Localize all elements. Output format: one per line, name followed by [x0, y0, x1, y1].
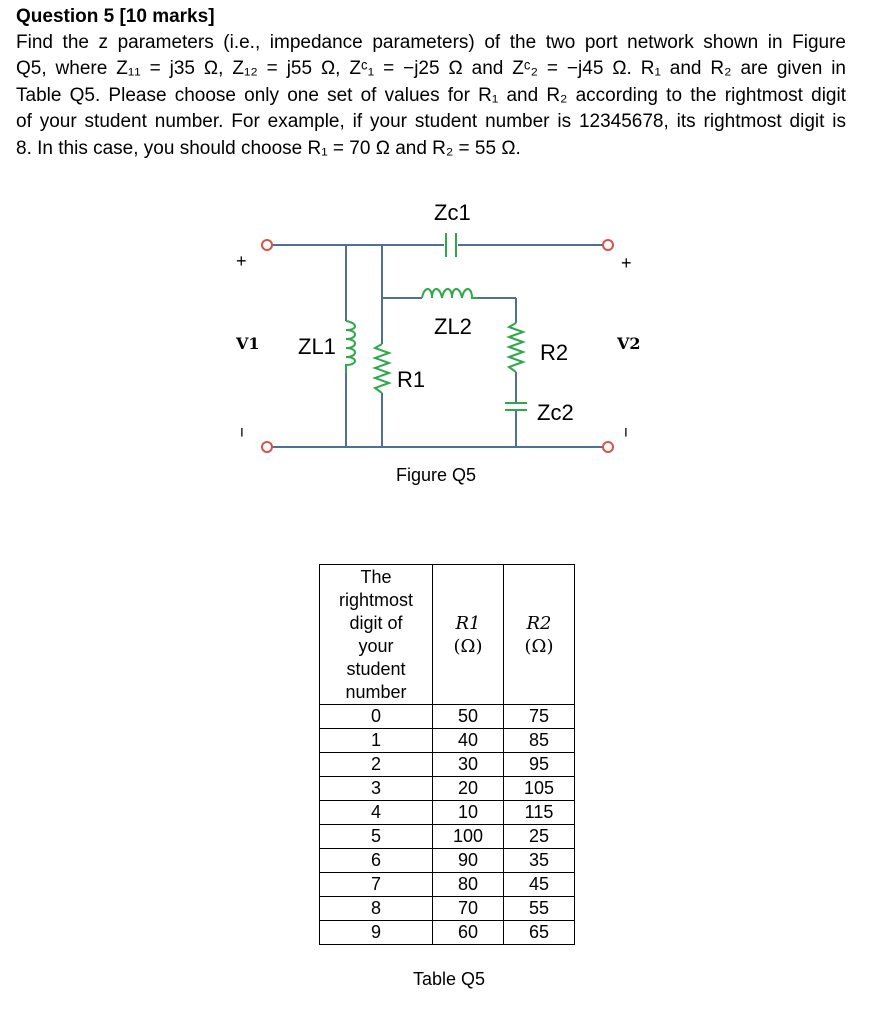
label-zc2: Zc2	[537, 400, 574, 425]
cell-r2: 35	[504, 849, 575, 873]
cell-r2: 95	[504, 753, 575, 777]
cell-digit: 3	[320, 777, 433, 801]
cell-digit: 6	[320, 849, 433, 873]
label-r1: R1	[397, 367, 426, 392]
question-text	[16, 30, 846, 162]
label-zl2: ZL2	[434, 314, 472, 339]
table-row	[320, 849, 575, 873]
table-row	[320, 753, 575, 777]
cell-digit: 8	[320, 897, 433, 921]
resistor-table	[319, 564, 575, 945]
label-r2: R2	[540, 340, 569, 365]
table-caption: Table Q5	[413, 969, 486, 989]
cell-r2: 105	[504, 777, 575, 801]
table-header-row	[320, 565, 575, 705]
table-row	[320, 705, 575, 729]
cell-r1: 20	[433, 777, 504, 801]
label-plus-right: +	[621, 253, 632, 273]
circuit-diagram	[0, 180, 881, 500]
cell-r1: 30	[433, 753, 504, 777]
cell-r1: 80	[433, 873, 504, 897]
label-v2: V2	[617, 334, 641, 353]
cell-r1: 40	[433, 729, 504, 753]
cell-r2: 45	[504, 873, 575, 897]
table-row	[320, 921, 575, 945]
cell-r2: 115	[504, 801, 575, 825]
table-row	[320, 777, 575, 801]
cell-r1: 100	[433, 825, 504, 849]
cell-digit: 9	[320, 921, 433, 945]
question-line-3: Table Q5. Please choose only one set of values for R₁ and R₂ according to the rightmost digit	[16, 84, 846, 106]
header-r2: R2 (Ω)	[504, 565, 575, 705]
question-line-4: of your student number. For example, if your student number is 12345678, its rightmost digit is	[16, 111, 846, 133]
cell-r1: 60	[433, 921, 504, 945]
header-r1: R1 (Ω)	[433, 565, 504, 705]
cell-digit: 1	[320, 729, 433, 753]
cell-r1: 10	[433, 801, 504, 825]
cell-r2: 65	[504, 921, 575, 945]
label-zc1: Zc1	[434, 200, 471, 225]
cell-digit: 4	[320, 801, 433, 825]
cell-digit: 2	[320, 753, 433, 777]
cell-r1: 50	[433, 705, 504, 729]
label-zl1: ZL1	[298, 334, 336, 359]
figure-caption: Figure Q5	[396, 465, 477, 485]
question-heading: Question 5 [10 marks]	[16, 6, 215, 27]
question-line-1: Find the z parameters (i.e., impedance parameters) of the two port network shown in Figure	[16, 32, 846, 53]
cell-r1: 70	[433, 897, 504, 921]
cell-r2: 55	[504, 897, 575, 921]
label-minus-right: −	[616, 427, 636, 438]
label-minus-left: −	[232, 427, 252, 438]
label-plus-left: +	[236, 251, 247, 271]
cell-r2: 75	[504, 705, 575, 729]
table-row	[320, 801, 575, 825]
label-v1: V1	[236, 334, 260, 353]
table-row	[320, 897, 575, 921]
cell-digit: 0	[320, 705, 433, 729]
cell-r2: 25	[504, 825, 575, 849]
table-row	[320, 825, 575, 849]
table-row	[320, 729, 575, 753]
question-line-5: 8. In this case, you should choose R₁ = 70 Ω and R₂ = 55 Ω.	[16, 137, 521, 159]
cell-r1: 90	[433, 849, 504, 873]
question-line-2: Q5, where Z₁₁ = j35 Ω, Z₁₂ = j55 Ω, Zᶜ₁ = −j25 Ω and Zᶜ₂ = −j45 Ω. R₁ and R₂ are given in	[16, 58, 846, 80]
cell-r2: 85	[504, 729, 575, 753]
table-row	[320, 873, 575, 897]
header-digit: The rightmost digit of your student number	[320, 565, 433, 705]
cell-digit: 7	[320, 873, 433, 897]
cell-digit: 5	[320, 825, 433, 849]
